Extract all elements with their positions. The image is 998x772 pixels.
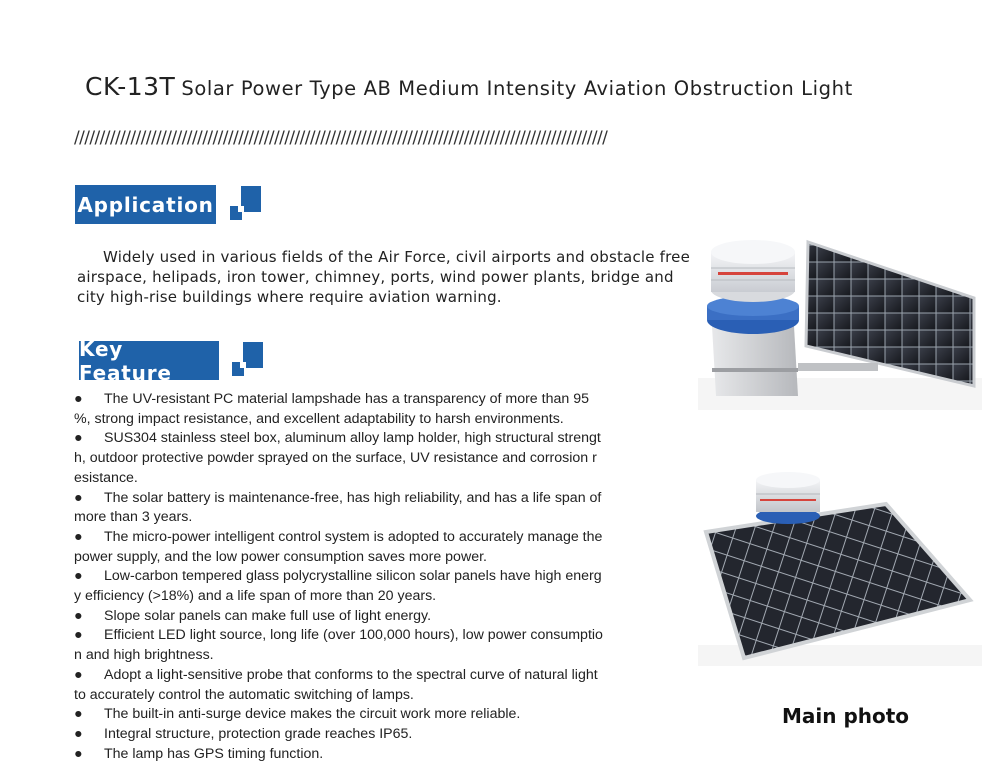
page-title — [85, 72, 853, 101]
application-heading — [75, 185, 216, 224]
title-divider: //////////////////////////////////////////////////////////////////////////////////////////////////////// — [74, 128, 608, 148]
feature-list — [74, 390, 604, 764]
list-item: ● The built-in anti-surge device makes the circuit work more reliable. — [74, 706, 521, 723]
list-item: ● Efficient LED light source, long life (over 100,000 hours), low power consumption and high brightness. — [74, 627, 603, 664]
photo-caption: Main photo — [782, 704, 910, 728]
list-item: ● Adopt a light-sensitive probe that conforms to the spectral curve of natural light to accurately control the automatic switching of lamps. — [74, 666, 598, 703]
product-photo-top — [698, 470, 982, 666]
list-item: ● The micro-power intelligent control system is adopted to accurately manage the power supply, and the low power consumption saves more power. — [74, 528, 603, 565]
product-name: Solar Power Type AB Medium Intensity Aviation Obstruction Light — [181, 77, 853, 100]
application-heading-label: Application — [77, 192, 214, 217]
list-item: ● Integral structure, protection grade reaches IP65. — [74, 725, 413, 742]
product-photo-side — [698, 228, 982, 410]
list-item: ● Slope solar panels can make full use of light energy. — [74, 607, 432, 624]
list-item: ● The lamp has GPS timing function. — [74, 745, 324, 762]
list-item: ● The solar battery is maintenance-free, has high reliability, and has a life span of more than 3 years. — [74, 489, 602, 526]
section-marker-icon — [230, 186, 264, 220]
key-feature-heading — [79, 336, 219, 385]
list-item: ● SUS304 stainless steel box, aluminum alloy lamp holder, high structural strength, outdoor protective powder sprayed on the surface, UV resistance and corrosion resistance. — [74, 430, 601, 486]
model-number: CK-13T — [85, 72, 176, 101]
list-item: ● Low-carbon tempered glass polycrystalline silicon solar panels have high energy efficiency (>18%) and a life span of more than 20 years. — [74, 568, 602, 605]
application-text: Widely used in various fields of the Air Force, civil airports and obstacle free airspace, helipads, iron tower, chimney, ports, wind power plants, bridge and city high-rise buildings where require aviation warning. — [77, 248, 691, 306]
key-feature-heading-label: Key Feature — [79, 336, 172, 385]
list-item: ● The UV-resistant PC material lampshade has a transparency of more than 95 %, strong impact resistance, and excellent adaptability to harsh environments. — [74, 391, 589, 427]
section-marker-icon — [232, 342, 266, 376]
